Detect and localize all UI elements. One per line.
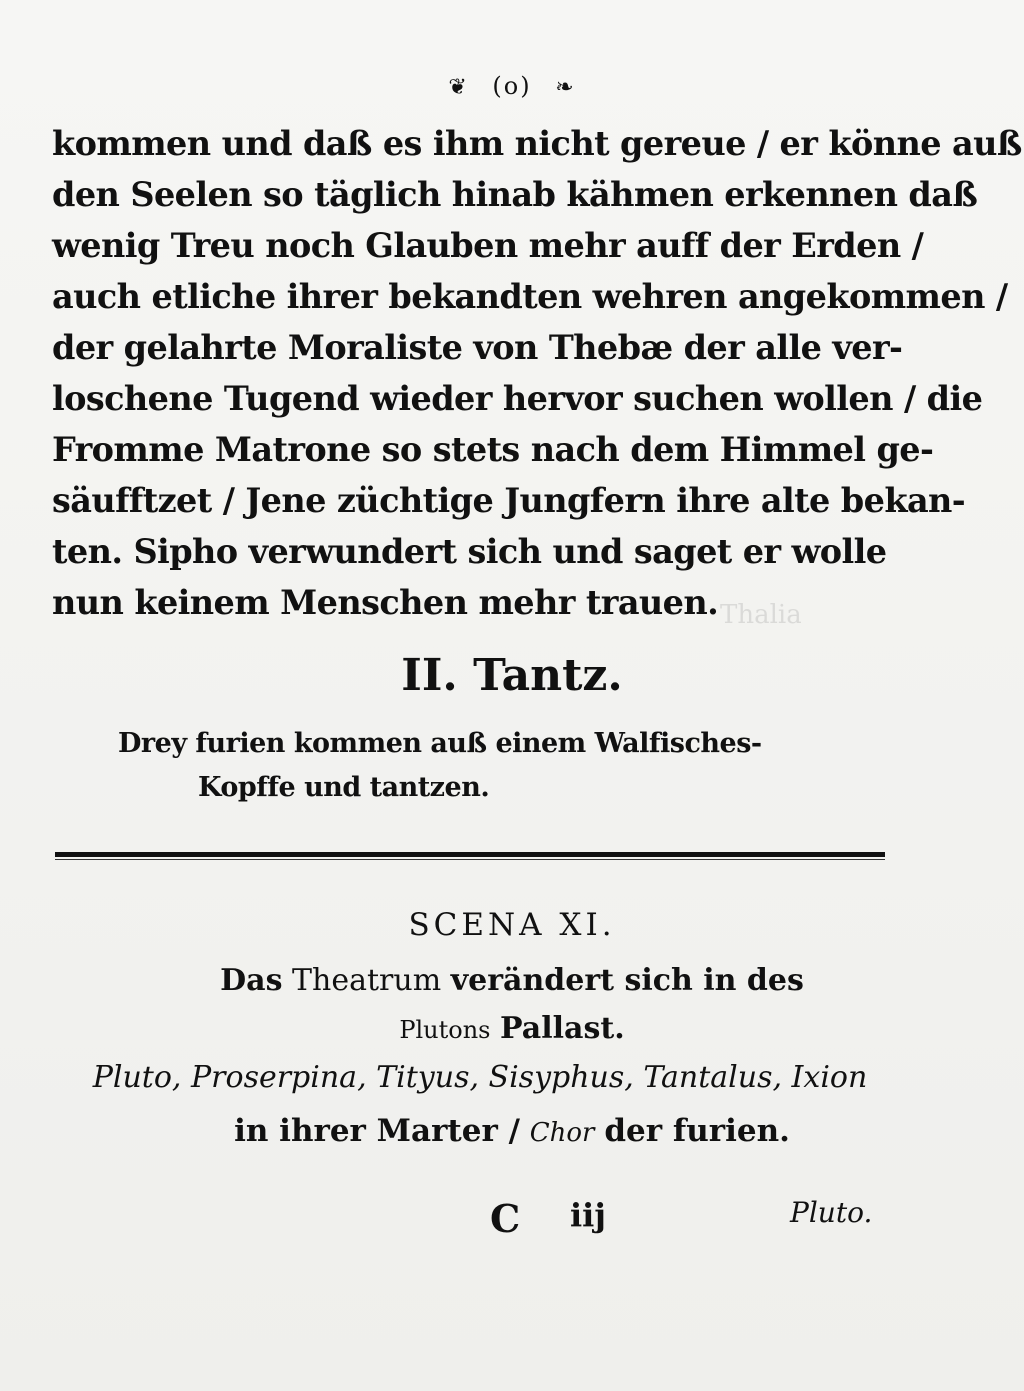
section-title: II. Tantz.: [401, 650, 623, 701]
cast-list: Pluto, Proserpina, Tityus, Sisyphus, Tantalus, Ixion: [92, 1060, 868, 1095]
ornament-right-icon: ❧: [555, 75, 576, 100]
body-line: Fromme Matrone so stets nach dem Himmel ge-: [52, 430, 934, 469]
horizontal-rule: [55, 852, 885, 860]
body-line: kommen und daß es ihm nicht gereue / er könne auß: [52, 124, 1022, 163]
page-header: [0, 72, 1024, 100]
body-line: ten. Sipho verwundert sich und saget er wolle: [52, 532, 887, 571]
body-paragraph: [52, 118, 1022, 628]
bleed-through-text: Thalia: [720, 600, 802, 630]
body-line: säufftzet / Jene züchtige Jungfern ihre alte bekan-: [52, 481, 966, 520]
scene-word: Plutons: [399, 1016, 491, 1044]
cast-word: der furien.: [604, 1113, 790, 1149]
scene-description: [0, 957, 1024, 1054]
scene-title: SCENA XI.: [408, 907, 616, 943]
body-line: loschene Tugend wieder hervor suchen wollen / die: [52, 379, 983, 418]
cast-word: in ihrer Marter /: [234, 1113, 520, 1149]
scene-description-line: [0, 1005, 1024, 1054]
signature-number: iij: [570, 1196, 606, 1234]
page-footer: [0, 1196, 1024, 1246]
signature-mark: C: [490, 1196, 521, 1241]
page-number: (o): [492, 72, 532, 100]
catchword: Pluto.: [790, 1196, 873, 1229]
scene-word: Das: [220, 963, 283, 998]
scene-word: verändert sich in des: [450, 963, 804, 998]
cast-word: Chor: [529, 1118, 595, 1148]
dance-description: [118, 722, 818, 810]
body-line: wenig Treu noch Glauben mehr auff der Erden /: [52, 226, 924, 265]
scene-word: Theatrum: [292, 963, 442, 998]
body-line: nun keinem Menschen mehr trauen.: [52, 583, 719, 622]
cast-list-continued: [0, 1113, 1024, 1149]
ornament-left-icon: ❦: [448, 75, 469, 100]
scene-description-line: [0, 957, 1024, 1005]
body-line: den Seelen so täglich hinab kähmen erkennen daß: [52, 175, 978, 214]
scene-word: Pallast.: [500, 1011, 625, 1046]
body-line: der gelahrte Moraliste von Thebæ der alle ver-: [52, 328, 903, 367]
dance-description-line: Drey furien kommen auß einem Walfisches-: [118, 728, 762, 759]
dance-description-line: Kopffe und tantzen.: [198, 772, 490, 803]
body-line: auch etliche ihrer bekandten wehren angekommen /: [52, 277, 1008, 316]
